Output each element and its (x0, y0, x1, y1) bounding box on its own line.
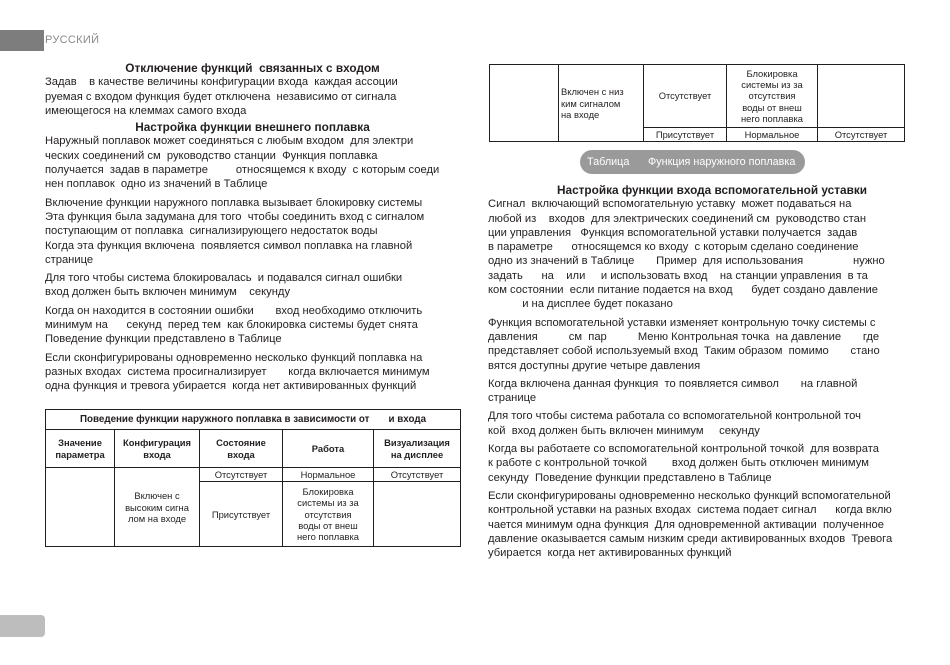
left-para-2-line-4: нен поплавок одно из значений в Таблице (45, 178, 268, 191)
right-para-2-line-4: вятся доступны другие четыре давления (488, 359, 701, 372)
section-heading-external-float: Настройка функции внешнего поплавка (135, 120, 370, 135)
right-para-1-line-5: одно из значений в Таблице Пример для использования нужно (488, 255, 885, 268)
display-cell (374, 482, 461, 547)
right-para-1-line-3: ции управления Функция вспомогательной уставки получается задав (488, 226, 858, 239)
right-para-1-line-8: и на дисплее будет показано (488, 298, 673, 311)
right-para-1-line-1: Сигнал включающий вспомогательную уставку может подаваться на (488, 198, 852, 211)
header-param-value: Значение параметра (46, 430, 115, 468)
right-para-5-line-2: к работе с контрольной точкой вход должен быть отключен минимум (488, 457, 869, 470)
state-cell: Присутствует (200, 482, 283, 547)
operation-cell: Нормальное (727, 128, 818, 142)
state-cell: Присутствует (644, 128, 727, 142)
display-cell (818, 65, 905, 128)
operation-cell: Блокировка системы из за отсутствия воды от внеш него поплавка (283, 482, 374, 547)
section-heading-aux-setpoint: Настройка функции входа вспомогательной уставки (557, 183, 867, 197)
left-para-1-line-3: имеющегося на клеммах самого входа (45, 104, 247, 117)
left-para-3-line-1: Включение функции наружного поплавка вызывает блокировку системы (45, 196, 423, 209)
right-para-3-line-2: странице (488, 392, 537, 405)
left-para-6-line-1: Если сконфигурированы одновременно несколько функций поплавка на (45, 351, 423, 364)
left-para-6-line-3: одна функция и тревога убирается когда нет активированных функций (45, 380, 417, 393)
left-para-5-line-3: Поведение функции представлено в Таблице (45, 333, 282, 346)
left-para-3-line-2: Эта функция была задумана для того чтобы соединить вход с сигналом (45, 210, 425, 223)
right-para-1-line-6: задать на или и использовать вход на станции управления в та (488, 269, 868, 282)
display-cell: Отсутствует (818, 128, 905, 142)
right-para-6-line-4: давление оказывается самым низким среди активированных входов Тревога (488, 532, 893, 545)
right-para-6-line-1: Если сконфигурированы одновременно несколько функций вспомогательной (488, 489, 891, 502)
left-para-4-line-2: вход должен быть включен минимум секунду (45, 286, 291, 299)
caption-pill-title: Функция наружного поплавка (648, 156, 796, 168)
config-cell-low: Включен с низ ким сигналом на входе (559, 65, 644, 142)
right-para-1-line-4: в параметре относящемся ко входу с которым сделано соединение (488, 241, 859, 254)
right-column (488, 183, 908, 560)
left-para-2-line-1: Наружный поплавок может соединяться с любым входом для электри (45, 135, 414, 148)
left-para-3-line-3: поступающим от поплавка сигнализирующего недостаток воды (45, 225, 378, 238)
left-para-5-line-1: Когда он находится в состоянии ошибки вход необходимо отключить (45, 304, 423, 317)
operation-cell: Блокировка системы из за отсутствия воды от внеш него поплавка (727, 65, 818, 128)
right-para-2-line-3: представляет собой используемый вход Таким образом помимо стано (488, 345, 880, 358)
left-para-2-line-2: ческих соединений см руководство станции Функция поплавка (45, 149, 378, 162)
section-heading-disable-input: Отключение функций связанных с входом (125, 61, 380, 75)
right-para-6-line-5: убирается когда нет активированных функций (488, 547, 732, 560)
header-operation: Работа (283, 430, 374, 468)
param-value-cell (46, 468, 115, 547)
operation-cell: Нормальное (283, 468, 374, 482)
state-cell: Отсутствует (644, 65, 727, 128)
right-para-6-line-3: чается минимум одна функция Для одновременной активации полученное (488, 518, 884, 531)
caption-pill-label: Таблица (587, 156, 630, 168)
right-para-4-line-1: Для того чтобы система работала со вспомогательной контрольной точ (488, 410, 861, 423)
state-cell: Отсутствует (200, 468, 283, 482)
float-behavior-table (45, 409, 461, 547)
left-para-4-line-1: Для того чтобы система блокировалась и подавался сигнал ошибки (45, 272, 403, 285)
right-para-2-line-2: давления см пар Меню Контрольная точка на давление где (488, 330, 880, 343)
left-para-3-line-4: Когда эта функция включена появляется символ поплавка на главной (45, 239, 413, 252)
table-caption: Поведение функции наружного поплавка в зависимости от и входа (46, 410, 461, 430)
table-caption-pill (580, 150, 805, 174)
language-label: РУССКИЙ (45, 34, 100, 46)
right-para-5-line-1: Когда вы работаете со вспомогательной контрольной точкой для возврата (488, 443, 879, 456)
header-display: Визуализация на дисплее (374, 430, 461, 468)
param-value-cell (490, 65, 559, 142)
right-para-4-line-2: кой вход должен быть включен минимум секунду (488, 424, 760, 437)
left-para-2-line-3: получается задав в параметре относящемся к входу с которым соеди (45, 164, 440, 177)
header-input-config: Конфигурация входа (115, 430, 200, 468)
right-para-6-line-2: контрольной уставки на разных входах система подает сигнал когда вклю (488, 504, 892, 517)
right-para-1-line-7: ком состоянии если питание подается на вход будет создано давление (488, 284, 878, 297)
page-number-tab (0, 615, 45, 637)
left-para-6-line-2: разных входах система просигнализирует когда включается минимум (45, 365, 430, 378)
right-para-5-line-3: секунду Поведение функции представлено в Таблице (488, 471, 772, 484)
config-cell-high: Включен с высоким сигна лом на входе (115, 468, 200, 547)
left-para-3-line-5: странице (45, 253, 94, 266)
left-para-5-line-2: минимум на секунд перед тем как блокировка системы будет снята (45, 319, 418, 332)
float-behavior-table-continued (489, 64, 905, 142)
left-para-1-line-2: руемая с входом функция будет отключена независимо от сигнала (45, 90, 397, 103)
left-para-1-line-1: Задав в качестве величины конфигурации входа каждая ассоции (45, 76, 398, 89)
right-para-2-line-1: Функция вспомогательной уставки изменяет контрольную точку системы с (488, 316, 876, 329)
left-column (45, 61, 460, 394)
header-input-state: Состояние входа (200, 430, 283, 468)
display-cell: Отсутствует (374, 468, 461, 482)
language-tab-marker (0, 30, 44, 51)
right-para-1-line-2: любой из входов для электрических соединений см руководство стан (488, 212, 867, 225)
right-para-3-line-1: Когда включена данная функция то появляется символ на главной (488, 377, 858, 390)
